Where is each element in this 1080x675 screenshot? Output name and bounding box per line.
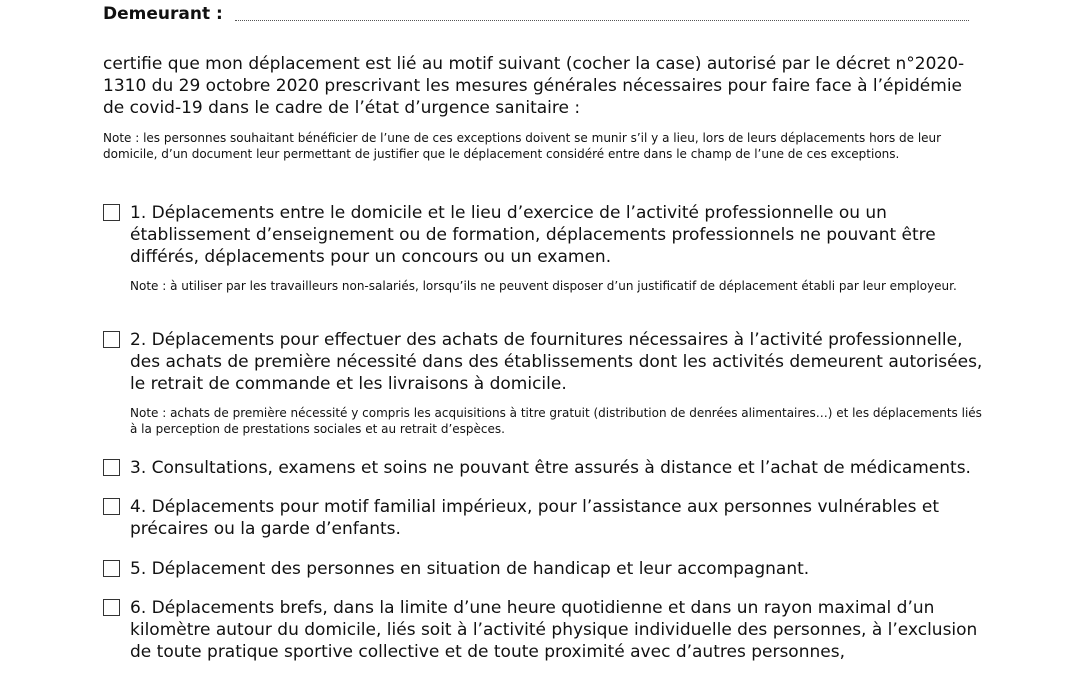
option-5 [103,558,983,580]
option-4 [103,496,983,540]
option-1-checkbox[interactable] [103,204,120,221]
option-2 [103,329,983,437]
option-6-text: 6. Déplacements brefs, dans la limite d’une heure quotidienne et dans un rayon maximal d’un kilomètre autour du domicile, liés soit à l’activité physique individuelle des personnes, à l’exclusion de toute pratique sportive collective et de toute proximité avec d’autres personnes, [130,598,978,662]
option-1-text: 1. Déplacements entre le domicile et le lieu d’exercice de l’activité professionnelle ou un établissement d’enseignement ou de formation, déplacements professionnels ne pouvant être différés, déplacements pour un concours ou un examen. [130,203,936,267]
option-2-note: Note : achats de première nécessité y compris les acquisitions à titre gratuit (distribution de denrées alimentaires…) et les déplacements liés à la perception de prestations sociales et au retrait d’espèces. [130,406,982,436]
intro-note: Note : les personnes souhaitant bénéficier de l’une de ces exceptions doivent se munir s’il y a lieu, lors de leurs déplacements hors de leur domicile, d’un document leur permettant de justifier que le déplacement considéré entre dans le champ de l’une de ces exceptions. [103,131,942,161]
option-5-text: 5. Déplacement des personnes en situation de handicap et leur accompagnant. [130,559,810,579]
option-4-checkbox[interactable] [103,498,120,515]
option-4-text: 4. Déplacements pour motif familial impérieux, pour l’assistance aux personnes vulnérables et précaires ou la garde d’enfants. [130,497,939,539]
option-3-text: 3. Consultations, examens et soins ne pouvant être assurés à distance et l’achat de médicaments. [130,458,971,478]
option-1 [103,202,983,294]
option-3-checkbox[interactable] [103,459,120,476]
demeurant-label: Demeurant : [103,4,223,24]
certify-paragraph: certifie que mon déplacement est lié au motif suivant (cocher la case) autorisé par le décret n°2020-1310 du 29 octobre 2020 prescrivant les mesures générales nécessaires pour faire face à l’épidémie de covid-19 dans le cadre de l’état d’urgence sanitaire : [103,54,965,118]
option-2-checkbox[interactable] [103,331,120,348]
option-3 [103,457,983,479]
demeurant-line [103,4,969,24]
option-5-checkbox[interactable] [103,560,120,577]
option-6 [103,597,983,663]
option-6-checkbox[interactable] [103,599,120,616]
demeurant-fill-line[interactable] [235,6,969,21]
option-1-note: Note : à utiliser par les travailleurs non-salariés, lorsqu’ils ne peuvent disposer d’un justificatif de déplacement établi par leur employeur. [130,279,957,293]
option-2-text: 2. Déplacements pour effectuer des achats de fournitures nécessaires à l’activité professionnelle, des achats de première nécessité dans des établissements dont les activités demeurent autorisées, le retrait de commande et les livraisons à domicile. [130,330,983,394]
